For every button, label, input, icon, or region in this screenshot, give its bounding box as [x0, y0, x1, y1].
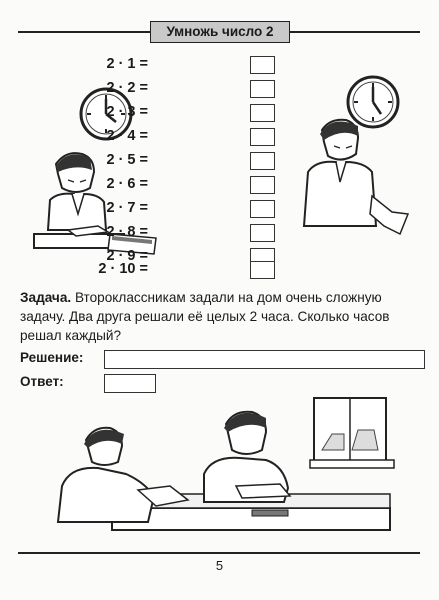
exercise-answer-box[interactable]	[250, 56, 275, 74]
exercise-expression: 2 · 6 =	[106, 176, 148, 192]
two-boys-homework-illustration	[52, 390, 394, 542]
word-problem-text: Второклассникам задали на дом очень сложную задачу. Два друга решали её целых 2 часа. Сколько часов решал каждый?	[20, 290, 390, 343]
word-problem-label: Задача.	[20, 290, 72, 305]
exercise-answer-box[interactable]	[250, 128, 275, 146]
exercise-answer-box[interactable]	[250, 176, 275, 194]
word-problem	[20, 288, 425, 345]
exercise-answer-box[interactable]	[250, 104, 275, 122]
exercise-answer-box[interactable]	[250, 224, 275, 242]
exercise-expression: 2 · 8 =	[106, 224, 148, 240]
exercise-expression: 2 · 4 =	[106, 128, 148, 144]
exercise-expression: 2 · 3 =	[106, 104, 148, 120]
exercise-answer-box[interactable]	[250, 200, 275, 218]
exercise-expression: 2 · 5 =	[106, 152, 148, 168]
exercise-expression: 2 · 2 =	[106, 80, 148, 96]
page-number: 5	[215, 558, 224, 573]
boy-standing-illustration	[296, 116, 416, 246]
exercise-expression: 2 · 9 =	[106, 248, 148, 264]
solution-label: Решение:	[20, 350, 84, 365]
exercise-expression: 2 · 10 =	[98, 261, 148, 277]
exercise-expression: 2 · 7 =	[106, 200, 148, 216]
solution-input-box[interactable]	[104, 350, 425, 369]
exercise-answer-box[interactable]	[250, 152, 275, 170]
exercise-expression: 2 · 1 =	[106, 56, 148, 72]
exercise-answer-box[interactable]	[250, 80, 275, 98]
page-title: Умножь число 2	[150, 21, 290, 43]
exercise-answer-box[interactable]	[250, 261, 275, 279]
footer-rule	[18, 552, 420, 554]
answer-label: Ответ:	[20, 374, 64, 389]
